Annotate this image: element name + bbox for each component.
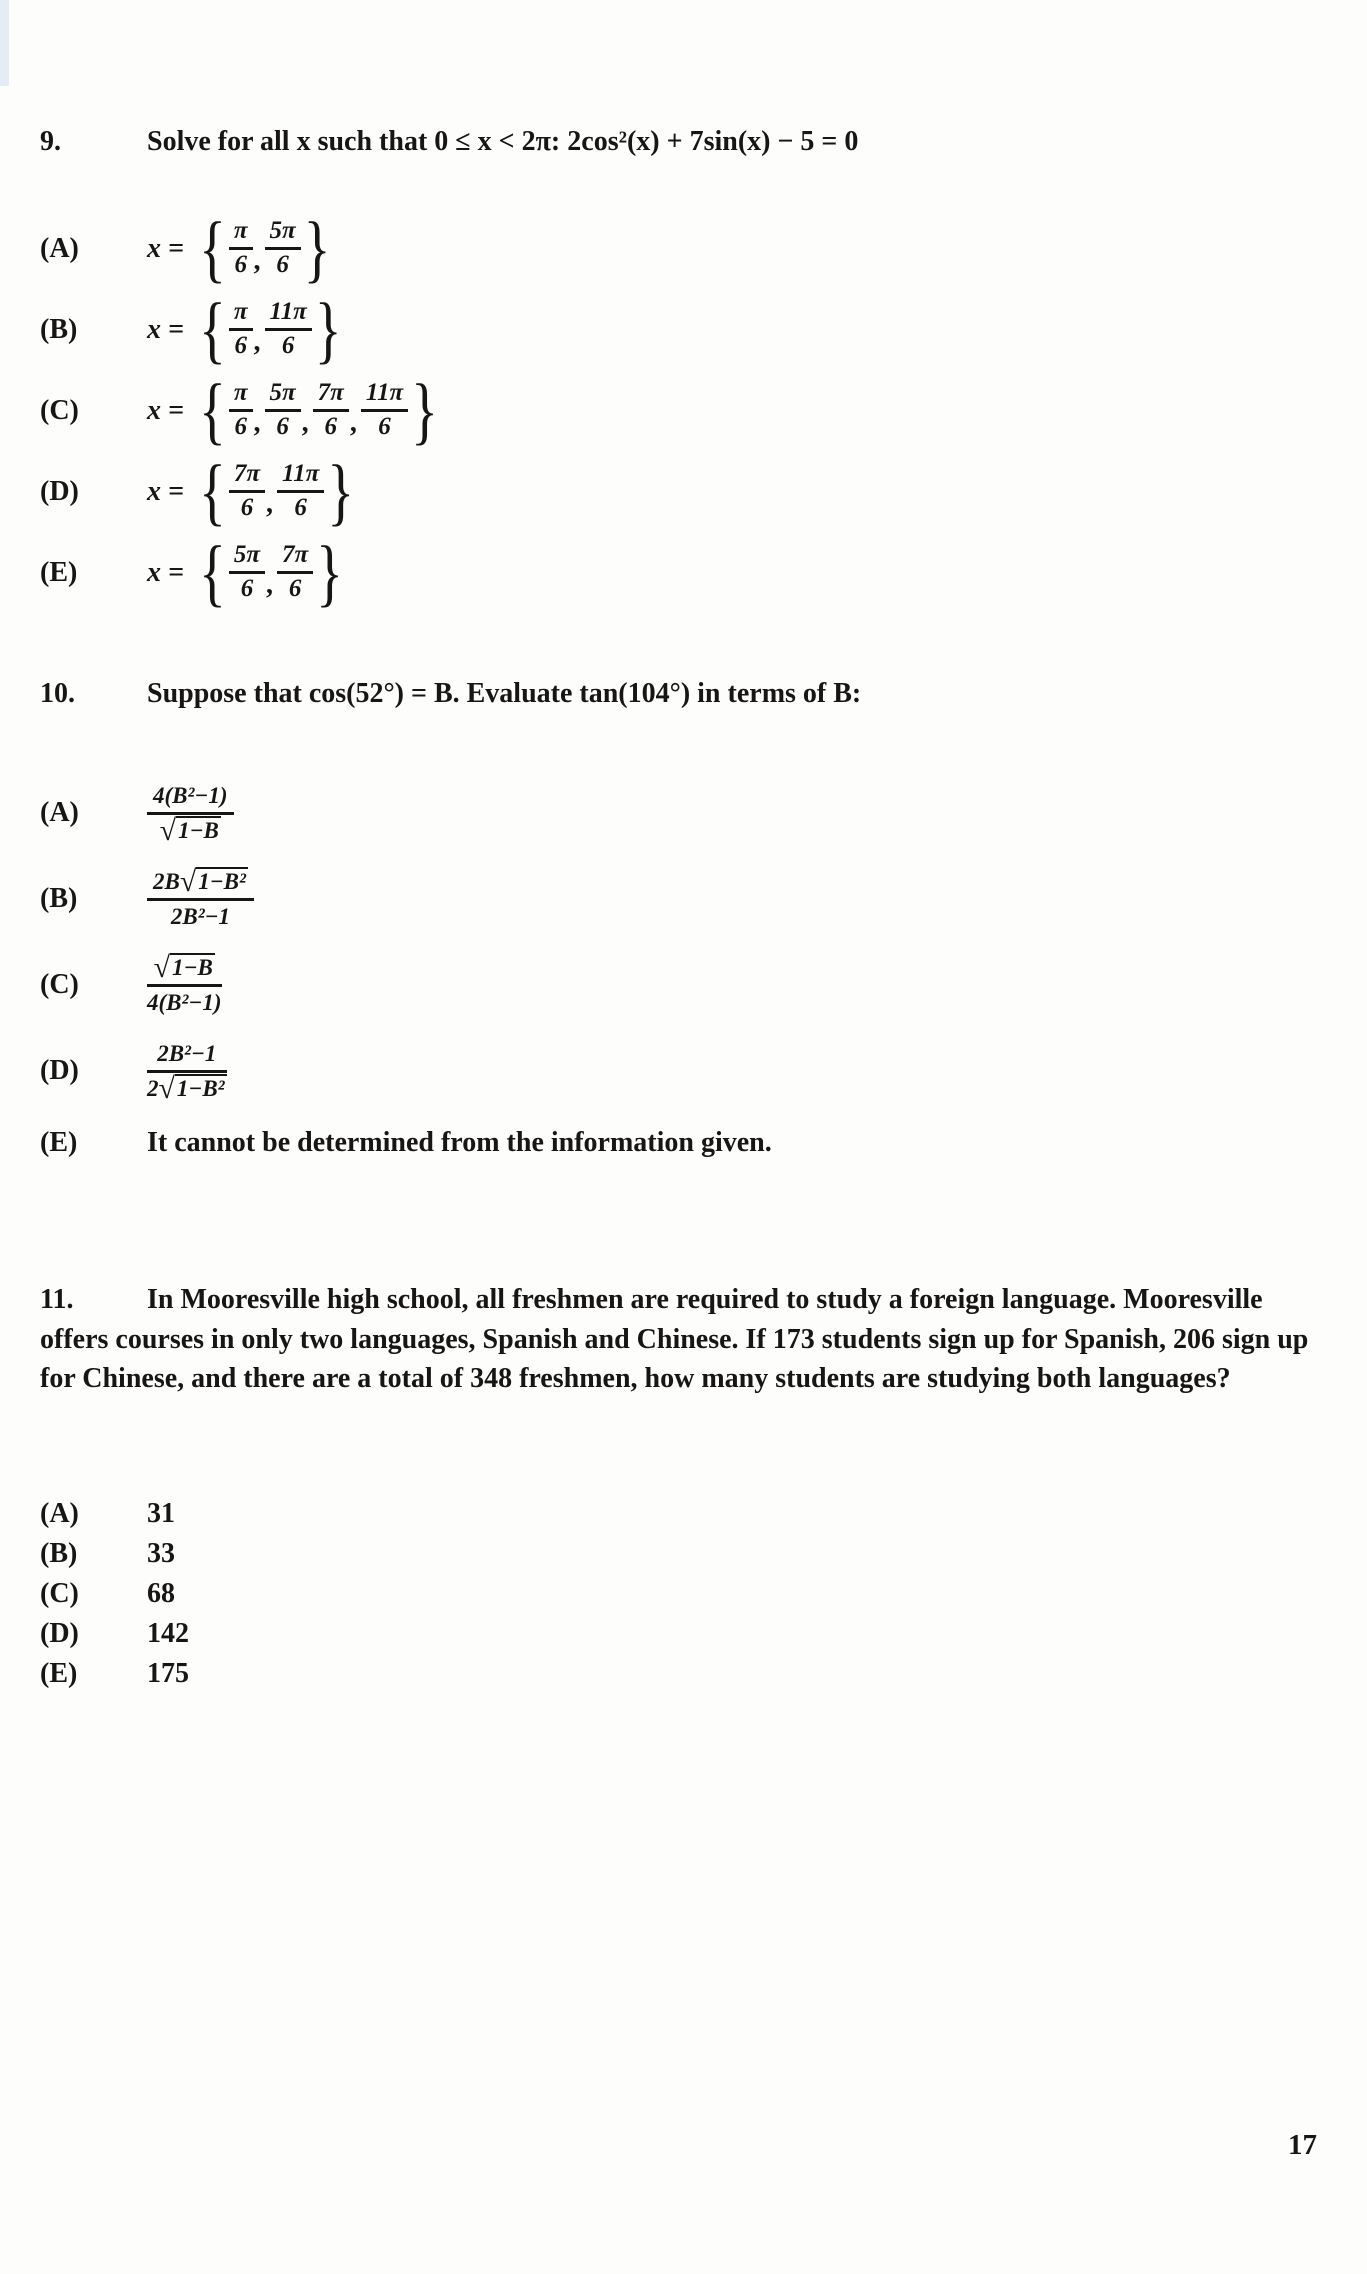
fraction bbox=[229, 460, 265, 523]
fraction-denominator: 6 bbox=[240, 494, 254, 521]
fraction bbox=[229, 541, 265, 604]
question-9 bbox=[40, 122, 1332, 162]
fraction-numerator: 2B²−1 bbox=[147, 1039, 227, 1073]
sqrt-radicand: 1−B² bbox=[176, 1076, 225, 1101]
fraction-numerator: 7π bbox=[313, 379, 349, 412]
math-lhs: x = bbox=[147, 394, 184, 426]
option-label: (E) bbox=[40, 556, 78, 588]
question-11-options bbox=[40, 1494, 189, 1694]
comma: , bbox=[349, 406, 357, 438]
q10-option-c bbox=[40, 942, 772, 1028]
fraction-numerator: 5π bbox=[229, 541, 265, 574]
option-label: (B) bbox=[40, 313, 78, 345]
comma: , bbox=[253, 244, 261, 276]
fraction-numerator: π bbox=[229, 217, 253, 250]
left-brace: { bbox=[198, 206, 226, 291]
fraction-numerator: 7π bbox=[277, 541, 313, 574]
fraction-numerator: 4(B²−1) bbox=[147, 781, 234, 815]
fraction-numerator bbox=[147, 953, 222, 987]
q11-option-d bbox=[40, 1614, 189, 1654]
sqrt-icon: √ bbox=[153, 951, 171, 985]
right-brace: } bbox=[411, 368, 438, 453]
question-9-text: Solve for all x such that 0 ≤ x < 2π: 2cos²(x) + 7sin(x) − 5 = 0 bbox=[147, 126, 859, 157]
fraction-numerator: π bbox=[229, 298, 253, 331]
question-9-number: 9. bbox=[40, 126, 61, 157]
right-brace: } bbox=[327, 449, 355, 534]
fraction-denominator: 6 bbox=[234, 332, 247, 359]
fraction bbox=[265, 379, 301, 442]
option-label: (E) bbox=[40, 1658, 78, 1689]
coefficient: 2 bbox=[147, 1076, 159, 1101]
left-brace: { bbox=[198, 368, 226, 453]
fraction-denominator: 6 bbox=[276, 251, 289, 278]
option-text: It cannot be determined from the information given. bbox=[147, 1127, 772, 1158]
option-value: 33 bbox=[147, 1538, 175, 1569]
question-10-text: Suppose that cos(52°) = B. Evaluate tan(104°) in terms of B: bbox=[147, 678, 862, 709]
fraction-denominator: 6 bbox=[288, 575, 302, 602]
fraction-denominator: 6 bbox=[276, 413, 289, 440]
fraction bbox=[277, 460, 324, 523]
option-label: (B) bbox=[40, 883, 78, 914]
fraction-denominator: 6 bbox=[378, 413, 391, 440]
fraction bbox=[265, 217, 301, 280]
page-number: 17 bbox=[1288, 2129, 1317, 2161]
fraction bbox=[265, 298, 312, 361]
option-math bbox=[147, 530, 346, 615]
option-math bbox=[147, 449, 357, 534]
fraction-denominator: 6 bbox=[294, 494, 307, 521]
math-lhs: x = bbox=[147, 313, 184, 345]
math-lhs: x = bbox=[147, 556, 184, 588]
fraction bbox=[147, 953, 222, 1016]
math-lhs: x = bbox=[147, 475, 184, 507]
question-11 bbox=[40, 1280, 1332, 1399]
q11-option-b bbox=[40, 1534, 189, 1574]
comma: , bbox=[253, 406, 261, 438]
option-math bbox=[147, 287, 345, 372]
option-label: (C) bbox=[40, 394, 79, 426]
fraction-numerator: π bbox=[229, 379, 253, 412]
question-10-number: 10. bbox=[40, 678, 75, 709]
right-brace: } bbox=[314, 287, 342, 372]
q11-option-e bbox=[40, 1654, 189, 1694]
left-brace: { bbox=[198, 287, 226, 372]
option-label: (D) bbox=[40, 475, 79, 507]
fraction bbox=[229, 217, 253, 280]
question-11-number: 11. bbox=[40, 1284, 74, 1315]
comma: , bbox=[266, 487, 274, 519]
fraction-denominator: 6 bbox=[240, 575, 254, 602]
option-value: 175 bbox=[147, 1658, 189, 1689]
fraction-numerator bbox=[147, 867, 254, 901]
fraction bbox=[229, 379, 253, 442]
fraction-numerator: 11π bbox=[277, 460, 324, 493]
fraction-numerator: 5π bbox=[265, 217, 301, 250]
sqrt-icon: √ bbox=[179, 865, 197, 899]
fraction-denominator: 6 bbox=[281, 332, 295, 359]
sqrt-radicand: 1−B² bbox=[198, 869, 246, 895]
option-math bbox=[147, 206, 334, 291]
sqrt-icon: √ bbox=[158, 1072, 175, 1105]
option-value: 142 bbox=[147, 1618, 189, 1649]
q10-option-e bbox=[40, 1114, 772, 1172]
option-value: 68 bbox=[147, 1578, 175, 1609]
fraction bbox=[361, 379, 408, 442]
q11-option-a bbox=[40, 1494, 189, 1534]
option-label: (C) bbox=[40, 969, 79, 1000]
option-label: (A) bbox=[40, 797, 79, 828]
left-brace: { bbox=[198, 530, 226, 615]
fraction-numerator: 5π bbox=[265, 379, 301, 412]
option-label: (A) bbox=[40, 1498, 79, 1529]
right-brace: } bbox=[303, 206, 331, 291]
question-10-options bbox=[40, 770, 772, 1172]
question-9-options bbox=[40, 208, 441, 613]
fraction-denominator: 6 bbox=[324, 413, 337, 440]
fraction bbox=[277, 541, 313, 604]
sqrt-icon: √ bbox=[159, 814, 177, 847]
sqrt-radicand: 1−B bbox=[172, 955, 213, 981]
q10-option-a bbox=[40, 770, 772, 856]
right-brace: } bbox=[316, 530, 344, 615]
fraction-numerator: 11π bbox=[361, 379, 408, 412]
option-label: (D) bbox=[40, 1055, 79, 1086]
comma: , bbox=[253, 325, 261, 357]
option-value: 31 bbox=[147, 1498, 175, 1529]
q9-option-b bbox=[40, 289, 441, 370]
fraction bbox=[147, 781, 234, 847]
q11-option-c bbox=[40, 1574, 189, 1614]
fraction-denominator: 6 bbox=[234, 251, 247, 278]
fraction bbox=[313, 379, 349, 442]
coefficient: 2B bbox=[153, 869, 180, 895]
fraction-denominator bbox=[147, 1073, 227, 1103]
fraction-numerator: 11π bbox=[265, 298, 312, 331]
scan-edge-artifact bbox=[0, 0, 9, 86]
option-label: (C) bbox=[40, 1578, 79, 1609]
fraction-denominator bbox=[147, 815, 234, 845]
q9-option-a bbox=[40, 208, 441, 289]
fraction-denominator: 4(B²−1) bbox=[147, 990, 222, 1015]
left-brace: { bbox=[198, 449, 226, 534]
fraction-numerator: 7π bbox=[229, 460, 265, 493]
fraction bbox=[147, 1039, 227, 1105]
q10-option-d bbox=[40, 1028, 772, 1114]
question-10 bbox=[40, 674, 1332, 714]
q10-option-b bbox=[40, 856, 772, 942]
fraction-denominator: 2B²−1 bbox=[170, 904, 231, 929]
question-11-text: In Mooresville high school, all freshmen are required to study a foreign language. Mooresville offers courses in only two languages, Spanish and Chinese. If 173 students sign up for Spanish, 206 sign up for Chinese, and there are a total of 348 freshmen, how many students are studying both languages? bbox=[40, 1284, 1309, 1394]
fraction bbox=[229, 298, 253, 361]
comma: , bbox=[301, 406, 309, 438]
option-label: (B) bbox=[40, 1538, 78, 1569]
option-label: (D) bbox=[40, 1618, 79, 1649]
q9-option-c bbox=[40, 370, 441, 451]
q9-option-d bbox=[40, 451, 441, 532]
sqrt-radicand: 1−B bbox=[178, 818, 219, 843]
fraction-denominator: 6 bbox=[234, 413, 247, 440]
math-lhs: x = bbox=[147, 232, 184, 264]
q9-option-e bbox=[40, 532, 441, 613]
option-math bbox=[147, 368, 441, 453]
option-label: (A) bbox=[40, 232, 79, 264]
option-label: (E) bbox=[40, 1127, 78, 1158]
comma: , bbox=[266, 568, 274, 600]
fraction bbox=[147, 867, 254, 930]
